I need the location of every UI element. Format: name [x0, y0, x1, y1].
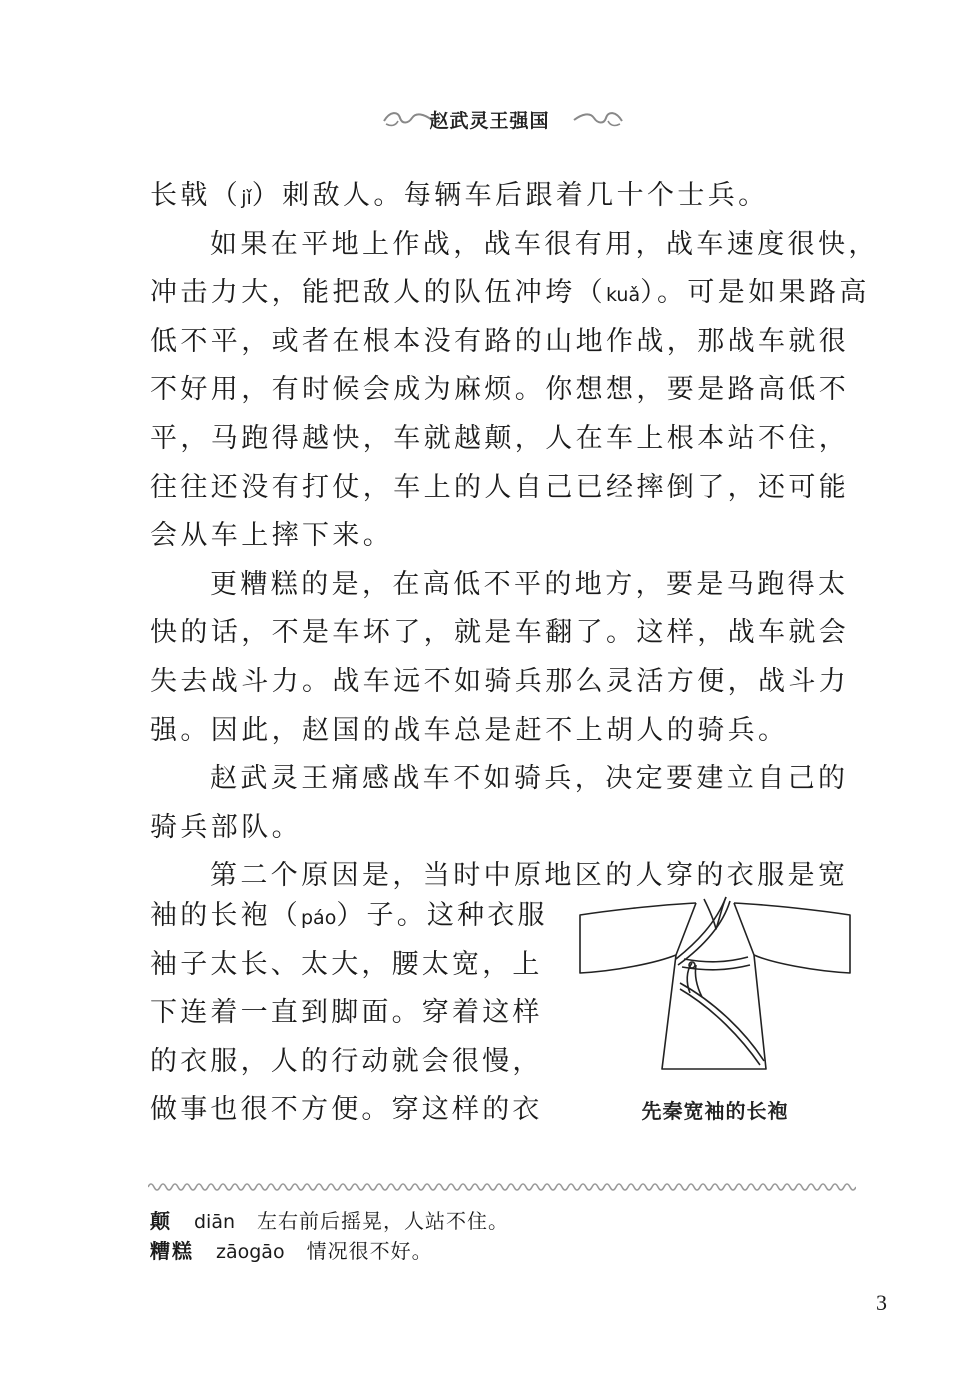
- text-line: [150, 269, 870, 318]
- text-run: 做事也很不方便。穿这样的衣: [150, 1094, 543, 1126]
- glossary-term: 颠: [150, 1209, 172, 1233]
- text-line: [150, 1038, 570, 1087]
- page-number: 3: [876, 1290, 887, 1315]
- text-run: 骑兵部队。: [150, 811, 302, 843]
- glossary-entry-2: [150, 1236, 856, 1266]
- text-run: 不好用，有时候会成为麻烦。你想想，要是路高低不: [150, 374, 850, 406]
- text-run: 更糟糕的是，在高低不平的地方，要是马跑得太: [210, 568, 849, 600]
- text-run: 强。因此，赵国的战车总是赶不上胡人的骑兵。: [150, 714, 789, 746]
- text-line: [150, 941, 570, 990]
- text-run: 低不平，或者在根本没有路的山地作战，那战车就很: [150, 325, 850, 357]
- text-run: 快的话，不是车坏了，就是车翻了。这样，战车就会: [150, 617, 850, 649]
- pinyin-annotation: páo: [301, 907, 337, 929]
- text-line: [150, 609, 856, 658]
- text-line: [150, 512, 856, 561]
- text-line: [150, 658, 856, 707]
- running-header: [0, 102, 979, 136]
- text-line: [150, 318, 856, 367]
- glossary-entry-1: [150, 1206, 856, 1236]
- glossary-pinyin: zāogāo: [216, 1241, 285, 1263]
- text-run: 平，马跑得越快，车就越颠，人在车上根本站不住，: [150, 422, 850, 454]
- text-run: 会从车上摔下来。: [150, 520, 394, 552]
- text-line: [150, 707, 856, 756]
- glossary-pinyin: diān: [194, 1211, 236, 1233]
- text-run: 的衣服，人的行动就会很慢，: [150, 1045, 543, 1077]
- text-run: 如果在平地上作战，战车很有用，战车速度很快，: [210, 228, 879, 260]
- text-run: 长戟（: [150, 180, 242, 211]
- text-line: [150, 415, 856, 464]
- text-line: [150, 561, 856, 610]
- text-run: 冲击力大，能把敌人的队伍冲垮（: [150, 277, 606, 309]
- text-run: 往往还没有打仗，车上的人自己已经摔倒了，还可能: [150, 471, 850, 503]
- robe-icon: [576, 893, 854, 1083]
- text-line: [150, 1086, 570, 1135]
- glossary-definition: 左右前后摇晃，人站不住。: [257, 1209, 510, 1233]
- text-run: 袖的长袍（: [150, 900, 301, 931]
- text-run: ）。可是如果路高: [640, 277, 870, 309]
- text-run: 袖子太长、太大，腰太宽，上: [150, 948, 543, 980]
- text-run: 第二个原因是，当时中原地区的人穿的衣服是宽: [210, 860, 849, 892]
- text-run: ）刺敌人。每辆车后跟着几十个士兵。: [251, 180, 769, 211]
- pinyin-annotation: jǐ: [241, 187, 252, 209]
- body-text: [150, 172, 879, 901]
- text-run: 下连着一直到脚面。穿着这样: [150, 997, 543, 1029]
- right-ornament-icon: [572, 108, 624, 130]
- text-beside-figure: [150, 892, 570, 1135]
- text-line: [150, 464, 856, 513]
- text-line: [150, 804, 856, 853]
- footnote-divider: [148, 1180, 856, 1194]
- robe-illustration: [576, 893, 854, 1133]
- text-line: [150, 989, 570, 1038]
- text-run: 失去战斗力。战车远不如骑兵那么灵活方便，战斗力: [150, 665, 850, 697]
- text-run: 赵武灵王痛感战车不如骑兵，决定要建立自己的: [210, 763, 849, 795]
- text-run: ）子。这种衣服: [336, 900, 548, 931]
- chapter-title: 赵武灵王强国: [429, 110, 550, 132]
- glossary-definition: 情况很不好。: [306, 1239, 433, 1263]
- figure-caption: 先秦宽袖的长袍: [641, 1099, 789, 1123]
- text-line: [150, 755, 856, 804]
- text-line: [150, 172, 856, 221]
- text-line: [150, 366, 856, 415]
- pinyin-annotation: kuǎ: [606, 284, 641, 307]
- glossary-term: 糟糕: [150, 1239, 194, 1263]
- text-line: [150, 221, 879, 270]
- text-line: [150, 892, 570, 941]
